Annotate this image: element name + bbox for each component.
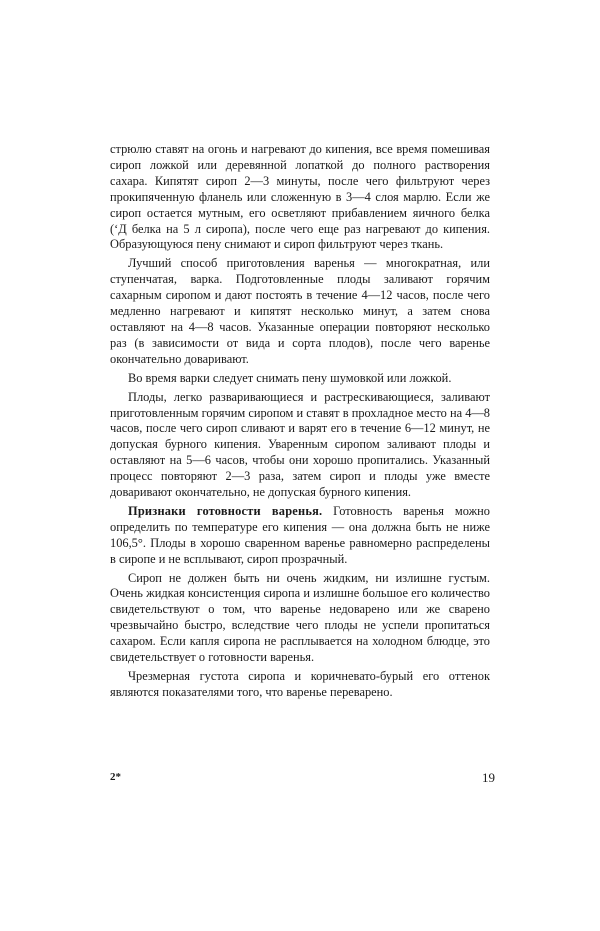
section-heading-readiness: Признаки готовности варенья. bbox=[128, 503, 323, 518]
paragraph-soft-fruits: Плоды, легко разваривающиеся и растрескивающиеся, заливают приготовленным горячим сиропом и ставят в прохладное место на 4—8 часов, после чего сироп сливают и варят его в течение 6—12 минут, не допуская бурного кипения. Уваренным сиропом заливают плоды и оставляют на 5—6 часов, чтобы они хорошо пропитались. Указанный процесс повторяют 2—3 раза, затем сироп и плоды уже вместе доваривают окончательно, не допуская бурного кипения. bbox=[110, 389, 490, 500]
signature-mark: 2* bbox=[110, 771, 121, 783]
paragraph-readiness bbox=[110, 504, 490, 568]
paragraph-syrup-consistency: Сироп не должен быть ни очень жидким, ни излишне густым. Очень жидкая консистенция сиропа и излишне большое его количество свидетельствуют о том, что варенье недоварено или же сварено чрезвычайно быстро, вследствие чего плоды не успели пропитаться сахаром. Если капля сиропа не расплывается на холодном блюдце, это свидетельствует о готовности варенья. bbox=[110, 570, 490, 665]
paragraph-readiness-text: Готовность варенья можно определить по температуре его кипения — она должна быть не ниже 106,5°. Плоды в хорошо сваренном варенье равномерно распределены в сиропе и не всплывают, сироп прозрачный. bbox=[110, 503, 490, 566]
paragraph-syrup-preparation: стрюлю ставят на огонь и нагревают до кипения, все время помешивая сироп ложкой или деревянной лопаткой до полного растворения сахара. Кипятят сироп 2—3 минуты, после чего фильтруют через прокипяченную фланель или сложенную в 3—4 слоя марлю. Если же сироп остается мутным, его осветляют прибавлением яичного белка (‘Д белка на 5 л сиропа), после чего еще раз нагревают до кипения. Образующуюся пену снимают и сироп фильтруют через ткань. bbox=[110, 142, 490, 252]
page-body bbox=[110, 142, 490, 704]
paragraph-stepwise-cooking: Лучший способ приготовления варенья — многократная, или ступенчатая, варка. Подготовленные плоды заливают горячим сахарным сиропом и дают постоять в течение 4—12 часов, после чего медленно нагревают и кипятят несколько минут, а затем снова оставляют на 4—8 часов. Указанные операции повторяют несколько раз (в зависимости от вида и сорта плодов), после чего варенье окончательно доваривают. bbox=[110, 256, 490, 366]
page-number: 19 bbox=[482, 770, 495, 785]
paragraph-overcooked: Чрезмерная густота сиропа и коричневато-бурый его оттенок являются показателями того, что варенье переварено. bbox=[110, 669, 490, 699]
paragraph-foam-removal: Во время варки следует снимать пену шумовкой или ложкой. bbox=[128, 370, 452, 385]
